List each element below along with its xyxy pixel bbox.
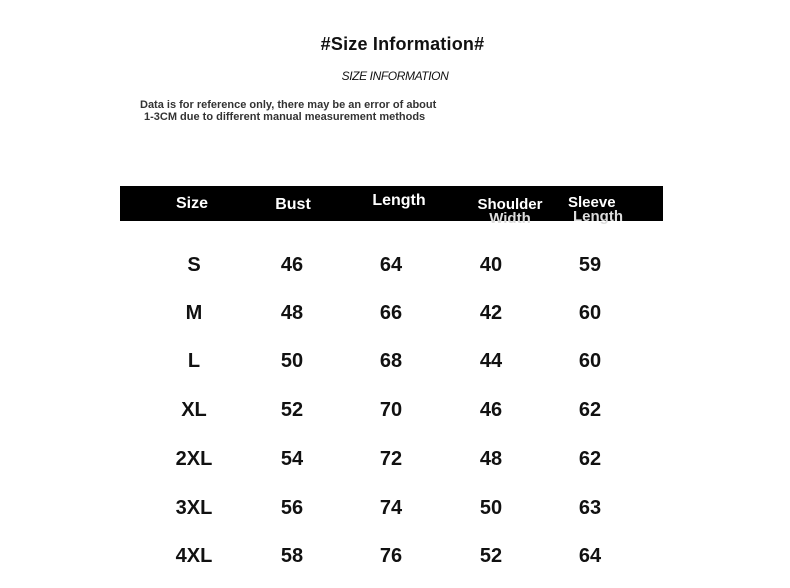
cell-length: 70 [379, 399, 403, 421]
header-sleeve-length [560, 196, 640, 224]
header-shoulder-width [466, 198, 554, 226]
cell-bust: 56 [280, 497, 304, 519]
header-sleeve-length-label: Length [573, 208, 623, 225]
cell-sleeve-length: 64 [578, 545, 602, 567]
cell-sleeve-length: 62 [578, 399, 602, 421]
note-line-2: 1-3CM due to different manual measurement methods [144, 111, 426, 123]
header-length-label: Length [372, 192, 426, 209]
table-row [0, 250, 790, 280]
page-title: #Size Information# [320, 34, 485, 54]
table-row [0, 541, 790, 571]
cell-bust: 46 [280, 254, 304, 276]
table-row [0, 298, 790, 328]
cell-sleeve-length: 62 [578, 448, 602, 470]
cell-bust: 54 [280, 448, 304, 470]
cell-size: M [185, 302, 203, 324]
header-length [359, 192, 439, 210]
cell-shoulder-width: 48 [479, 448, 503, 470]
header-size [152, 195, 232, 213]
cell-sleeve-length: 60 [578, 350, 602, 372]
cell-bust: 50 [280, 350, 304, 372]
cell-bust: 58 [280, 545, 304, 567]
cell-shoulder-width: 52 [479, 545, 503, 567]
cell-size: 3XL [175, 497, 213, 519]
cell-size: 4XL [175, 545, 213, 567]
cell-shoulder-width: 46 [479, 399, 503, 421]
note-line-1: Data is for reference only, there may be an error of about [140, 99, 437, 111]
cell-bust: 52 [280, 399, 304, 421]
table-row [0, 346, 790, 376]
cell-sleeve-length: 60 [578, 302, 602, 324]
cell-length: 74 [379, 497, 403, 519]
cell-shoulder-width: 42 [479, 302, 503, 324]
cell-shoulder-width: 44 [479, 350, 503, 372]
page-subtitle: SIZE INFORMATION [341, 69, 449, 83]
cell-sleeve-length: 59 [578, 254, 602, 276]
cell-length: 64 [379, 254, 403, 276]
table-row [0, 444, 790, 474]
cell-size: 2XL [175, 448, 213, 470]
cell-shoulder-width: 40 [479, 254, 503, 276]
cell-sleeve-length: 63 [578, 497, 602, 519]
cell-size: XL [181, 399, 207, 421]
cell-length: 66 [379, 302, 403, 324]
header-sleeve-label: Sleeve [568, 194, 616, 211]
cell-length: 72 [379, 448, 403, 470]
header-bust [253, 196, 333, 214]
header-shoulder-label: Shoulder [477, 196, 543, 213]
cell-bust: 48 [280, 302, 304, 324]
cell-size: S [187, 254, 201, 276]
header-bust-label: Bust [275, 196, 311, 213]
header-size-label: Size [175, 195, 208, 212]
table-row [0, 395, 790, 425]
reference-note [140, 99, 500, 123]
cell-length: 68 [379, 350, 403, 372]
cell-length: 76 [379, 545, 403, 567]
table-row [0, 493, 790, 523]
cell-size: L [187, 350, 201, 372]
cell-shoulder-width: 50 [479, 497, 503, 519]
header-width-label: Width [489, 210, 531, 227]
